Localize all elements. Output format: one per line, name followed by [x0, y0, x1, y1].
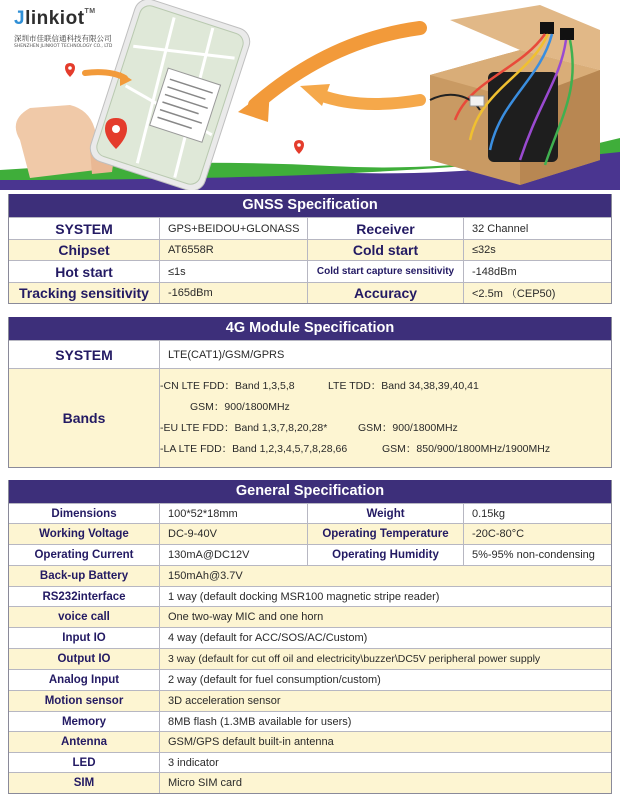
spec-label: Input IO: [62, 632, 106, 644]
spec-label: Cold start capture sensitivity: [307, 261, 463, 282]
table-row: [9, 606, 611, 627]
spec-value: 3 indicator: [159, 753, 611, 772]
bands-line: [160, 397, 611, 418]
spec-label: Receiver: [307, 218, 463, 239]
company-logo: [14, 8, 126, 49]
spec-label: Back-up Battery: [39, 570, 129, 582]
table-row: [9, 503, 611, 523]
table-row: [9, 282, 611, 303]
spec-label: RS232interface: [42, 590, 126, 603]
spec-value: <2.5m （CEP50): [463, 283, 611, 303]
table-row: [9, 565, 611, 586]
spec-label: SIM: [73, 777, 95, 789]
table-row: [9, 217, 611, 239]
spec-value: Micro SIM card: [159, 773, 611, 793]
spec-value: 130mA@DC12V: [159, 545, 307, 565]
table-row: [9, 648, 611, 669]
spec-label: Chipset: [58, 242, 110, 258]
spec-label: Analog Input: [48, 674, 120, 686]
spec-label: Operating Current: [34, 549, 134, 561]
spec-label: Memory: [61, 715, 107, 728]
table-row: [9, 340, 611, 368]
logo-english-name: SHENZHEN JLINKIOT TECHNOLOGY CO., LTD: [14, 44, 113, 49]
table-row: [9, 711, 611, 731]
band-text: -EU LTE FDD：Band 1,3,7,8,20,28*: [160, 422, 328, 434]
spec-label: Output IO: [57, 653, 111, 665]
spec-label: Weight: [307, 504, 463, 523]
spec-value: ≤1s: [159, 261, 307, 282]
4g-module-spec-title: 4G Module Specification: [9, 317, 611, 340]
spec-value: GSM/GPS default built-in antenna: [159, 732, 611, 752]
band-text: GSM：900/1800MHz: [358, 422, 458, 434]
table-row: [9, 239, 611, 260]
spec-value: 0.15kg: [463, 504, 611, 523]
bands-line: [160, 418, 611, 439]
spec-value: -20C-80°C: [463, 524, 611, 544]
spec-label: SYSTEM: [55, 220, 113, 237]
band-text: -CN LTE FDD：Band 1,3,5,8: [160, 380, 295, 392]
table-row: [9, 772, 611, 793]
general-spec-table: [8, 480, 612, 794]
spec-label: Tracking sensitivity: [19, 285, 149, 301]
spec-value: 4 way (default for ACC/SOS/AC/Custom): [159, 628, 611, 648]
table-row: [9, 523, 611, 544]
band-text: GSM：850/900/1800MHz/1900MHz: [382, 443, 551, 455]
spec-label: Hot start: [55, 263, 113, 280]
spec-value: 8MB flash (1.3MB available for users): [159, 712, 611, 731]
spec-label: Cold start: [307, 240, 463, 260]
spec-value: 1 way (default docking MSR100 magnetic stripe reader): [159, 587, 611, 606]
table-row: [9, 586, 611, 606]
spec-value: 3D acceleration sensor: [159, 691, 611, 711]
spec-value: 100*52*18mm: [159, 504, 307, 523]
table-row: [9, 368, 611, 467]
general-spec-title: General Specification: [9, 480, 611, 503]
spec-value: 32 Channel: [463, 218, 611, 239]
bands-list: [159, 369, 611, 467]
table-row: [9, 260, 611, 282]
map-pin-icon: [294, 140, 304, 154]
logo-chinese-name: 深圳市佳联信通科技有限公司: [14, 34, 112, 43]
spec-value: -148dBm: [463, 261, 611, 282]
spec-value: ≤32s: [463, 240, 611, 260]
spec-label: Working Voltage: [39, 528, 129, 540]
table-row: [9, 752, 611, 772]
spec-value: 2 way (default for fuel consumption/custom): [159, 670, 611, 690]
table-row: [9, 669, 611, 690]
table-row: [9, 731, 611, 752]
gnss-spec-table: [8, 194, 612, 304]
spec-value: 3 way (default for cut off oil and electricity\buzzer\DC5V peripheral power supply: [159, 649, 611, 669]
bands-line: [160, 376, 611, 397]
map-pin-icon: [65, 63, 75, 77]
table-row: [9, 690, 611, 711]
4g-module-spec-table: [8, 317, 612, 468]
hero-banner: [0, 0, 620, 190]
spec-label: Dimensions: [51, 507, 117, 520]
band-text: LTE TDD：Band 34,38,39,40,41: [328, 380, 479, 392]
spec-value: 5%-95% non-condensing: [463, 545, 611, 565]
spec-value: AT6558R: [159, 240, 307, 260]
spec-label: Antenna: [61, 736, 107, 748]
band-text: GSM：900/1800MHz: [190, 401, 290, 413]
spec-label: Bands: [62, 410, 106, 426]
spec-label: LED: [72, 756, 96, 769]
spec-value: GPS+BEIDOU+GLONASS: [159, 218, 307, 239]
table-row: [9, 627, 611, 648]
spec-label: Operating Humidity: [307, 545, 463, 565]
band-text: -LA LTE FDD：Band 1,2,3,4,5,7,8,28,66: [160, 443, 348, 455]
table-row: [9, 544, 611, 565]
spec-value: One two-way MIC and one horn: [159, 607, 611, 627]
spec-label: Operating Temperature: [307, 524, 463, 544]
logo-wordmark: Jlinkiot™: [14, 8, 96, 29]
spec-value: -165dBm: [159, 283, 307, 303]
gnss-spec-title: GNSS Specification: [9, 194, 611, 217]
spec-value: 150mAh@3.7V: [159, 566, 611, 586]
spec-label: SYSTEM: [55, 346, 113, 363]
spec-value: DC-9-40V: [159, 524, 307, 544]
spec-label: voice call: [58, 611, 110, 623]
bands-line: [160, 439, 611, 460]
spec-label: Accuracy: [307, 283, 463, 303]
spec-value: LTE(CAT1)/GSM/GPRS: [159, 341, 611, 368]
spec-label: Motion sensor: [44, 695, 124, 707]
